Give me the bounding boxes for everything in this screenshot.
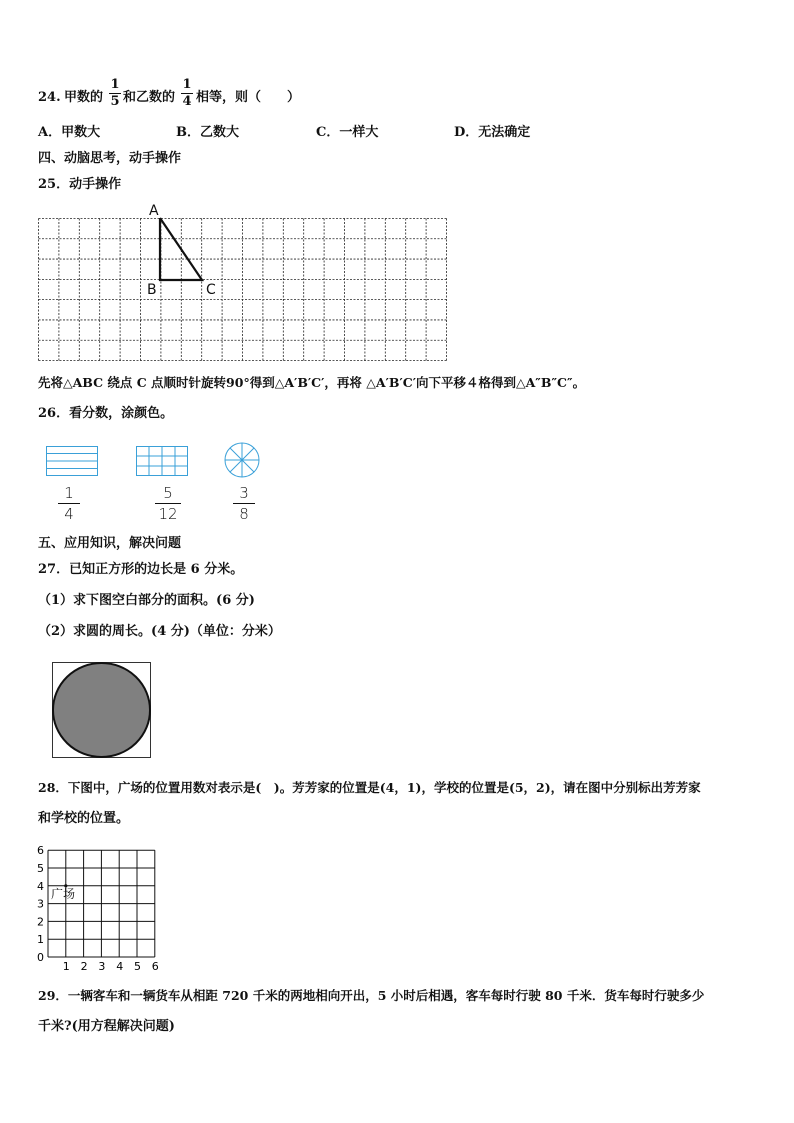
q25-title: 25．动手操作 xyxy=(38,177,122,192)
q24-option-c[interactable]: C．一样大 xyxy=(316,125,379,140)
q29-text-line-2: 千米?(用方程解决问题) xyxy=(38,1019,175,1034)
x-tick-label: 5 xyxy=(134,960,141,973)
q28-text-line-2: 和学校的位置。 xyxy=(38,811,130,826)
q26-f1-num: 1 xyxy=(64,484,74,502)
x-tick-label: 4 xyxy=(116,960,124,973)
x-tick-label: 6 xyxy=(151,960,159,973)
q26-f2-den: 12 xyxy=(158,505,178,523)
q25-instruction: 先将△ABC 绕点 C 点顺时针旋转90°得到△A′B′C′，再将 △A′B′C′向下平移４格得到△A″B″C″。 xyxy=(38,375,586,390)
q27-square-circle-figure xyxy=(52,662,152,758)
q26-f3-num: 3 xyxy=(239,484,249,502)
q26-title: 26．看分数，涂颜色。 xyxy=(38,406,174,421)
q28-coordinate-grid[interactable] xyxy=(34,843,164,973)
q26-f1-den: 4 xyxy=(64,505,74,523)
q26-shape-eighths[interactable] xyxy=(224,442,260,478)
q27-part-1: （1）求下图空白部分的面积。(6 分) xyxy=(38,593,255,608)
section-4-heading: 四、动脑思考，动手操作 xyxy=(38,151,182,166)
q24-option-a[interactable]: A．甲数大 xyxy=(38,125,101,140)
y-tick-label: 4 xyxy=(37,879,44,893)
y-tick-label: 1 xyxy=(37,933,44,947)
y-tick-label: 2 xyxy=(37,915,44,929)
q26-shape-twelfths[interactable] xyxy=(136,446,188,476)
y-tick-label: 3 xyxy=(37,897,44,911)
q24-number: 24. xyxy=(38,90,61,105)
q24-text-pre: 甲数的 xyxy=(64,90,104,105)
y-tick-label: 6 xyxy=(37,844,44,858)
q28-square-label: 广场 xyxy=(51,887,76,901)
y-tick-label: 5 xyxy=(37,862,44,875)
q26-f2-num: 5 xyxy=(163,484,173,502)
x-tick-label: 2 xyxy=(80,960,88,973)
x-tick-label: 1 xyxy=(62,960,70,973)
q25-dotted-grid[interactable] xyxy=(38,218,448,363)
q29-text-line-1: 29．一辆客车和一辆货车从相距 720 千米的两地相向开出，5 小时后相遇，客车每时行驶 80 千米．货车每时行驶多少 xyxy=(38,988,705,1003)
q24-text-post: 相等，则（ ） xyxy=(196,90,301,105)
q24-f1-num: 1 xyxy=(110,77,120,92)
q24-f1-den: 5 xyxy=(110,94,120,109)
q25-label-b: B xyxy=(147,282,157,298)
x-tick-label: 3 xyxy=(98,960,106,973)
section-5-heading: 五、应用知识，解决问题 xyxy=(38,536,182,551)
q26-f3-den: 8 xyxy=(239,505,249,523)
q24-option-d[interactable]: D．无法确定 xyxy=(454,125,531,140)
q26-shape-quarters[interactable] xyxy=(46,446,98,476)
q25-label-c: C xyxy=(206,282,216,298)
q25-label-a: A xyxy=(149,203,159,219)
q24-f2-den: 4 xyxy=(182,94,192,109)
q27-title: 27．已知正方形的边长是 6 分米。 xyxy=(38,562,244,577)
y-tick-label: 0 xyxy=(37,951,44,964)
q28-text-line-1: 28．下图中，广场的位置用数对表示是( )。芳芳家的位置是(4，1)，学校的位置是(5，2)，请在图中分别标出芳芳家 xyxy=(38,780,701,795)
q26-fraction-2 xyxy=(155,484,181,523)
q26-fraction-1 xyxy=(58,484,80,523)
q24-fraction-2 xyxy=(181,78,193,109)
q24-fraction-1 xyxy=(109,78,121,109)
q24-option-b[interactable]: B．乙数大 xyxy=(176,125,239,140)
q24-f2-num: 1 xyxy=(182,77,192,92)
q24-text-mid: 和乙数的 xyxy=(123,90,176,105)
q27-part-2: （2）求圆的周长。(4 分)（单位：分米） xyxy=(38,624,281,639)
q26-fraction-3 xyxy=(233,484,255,523)
